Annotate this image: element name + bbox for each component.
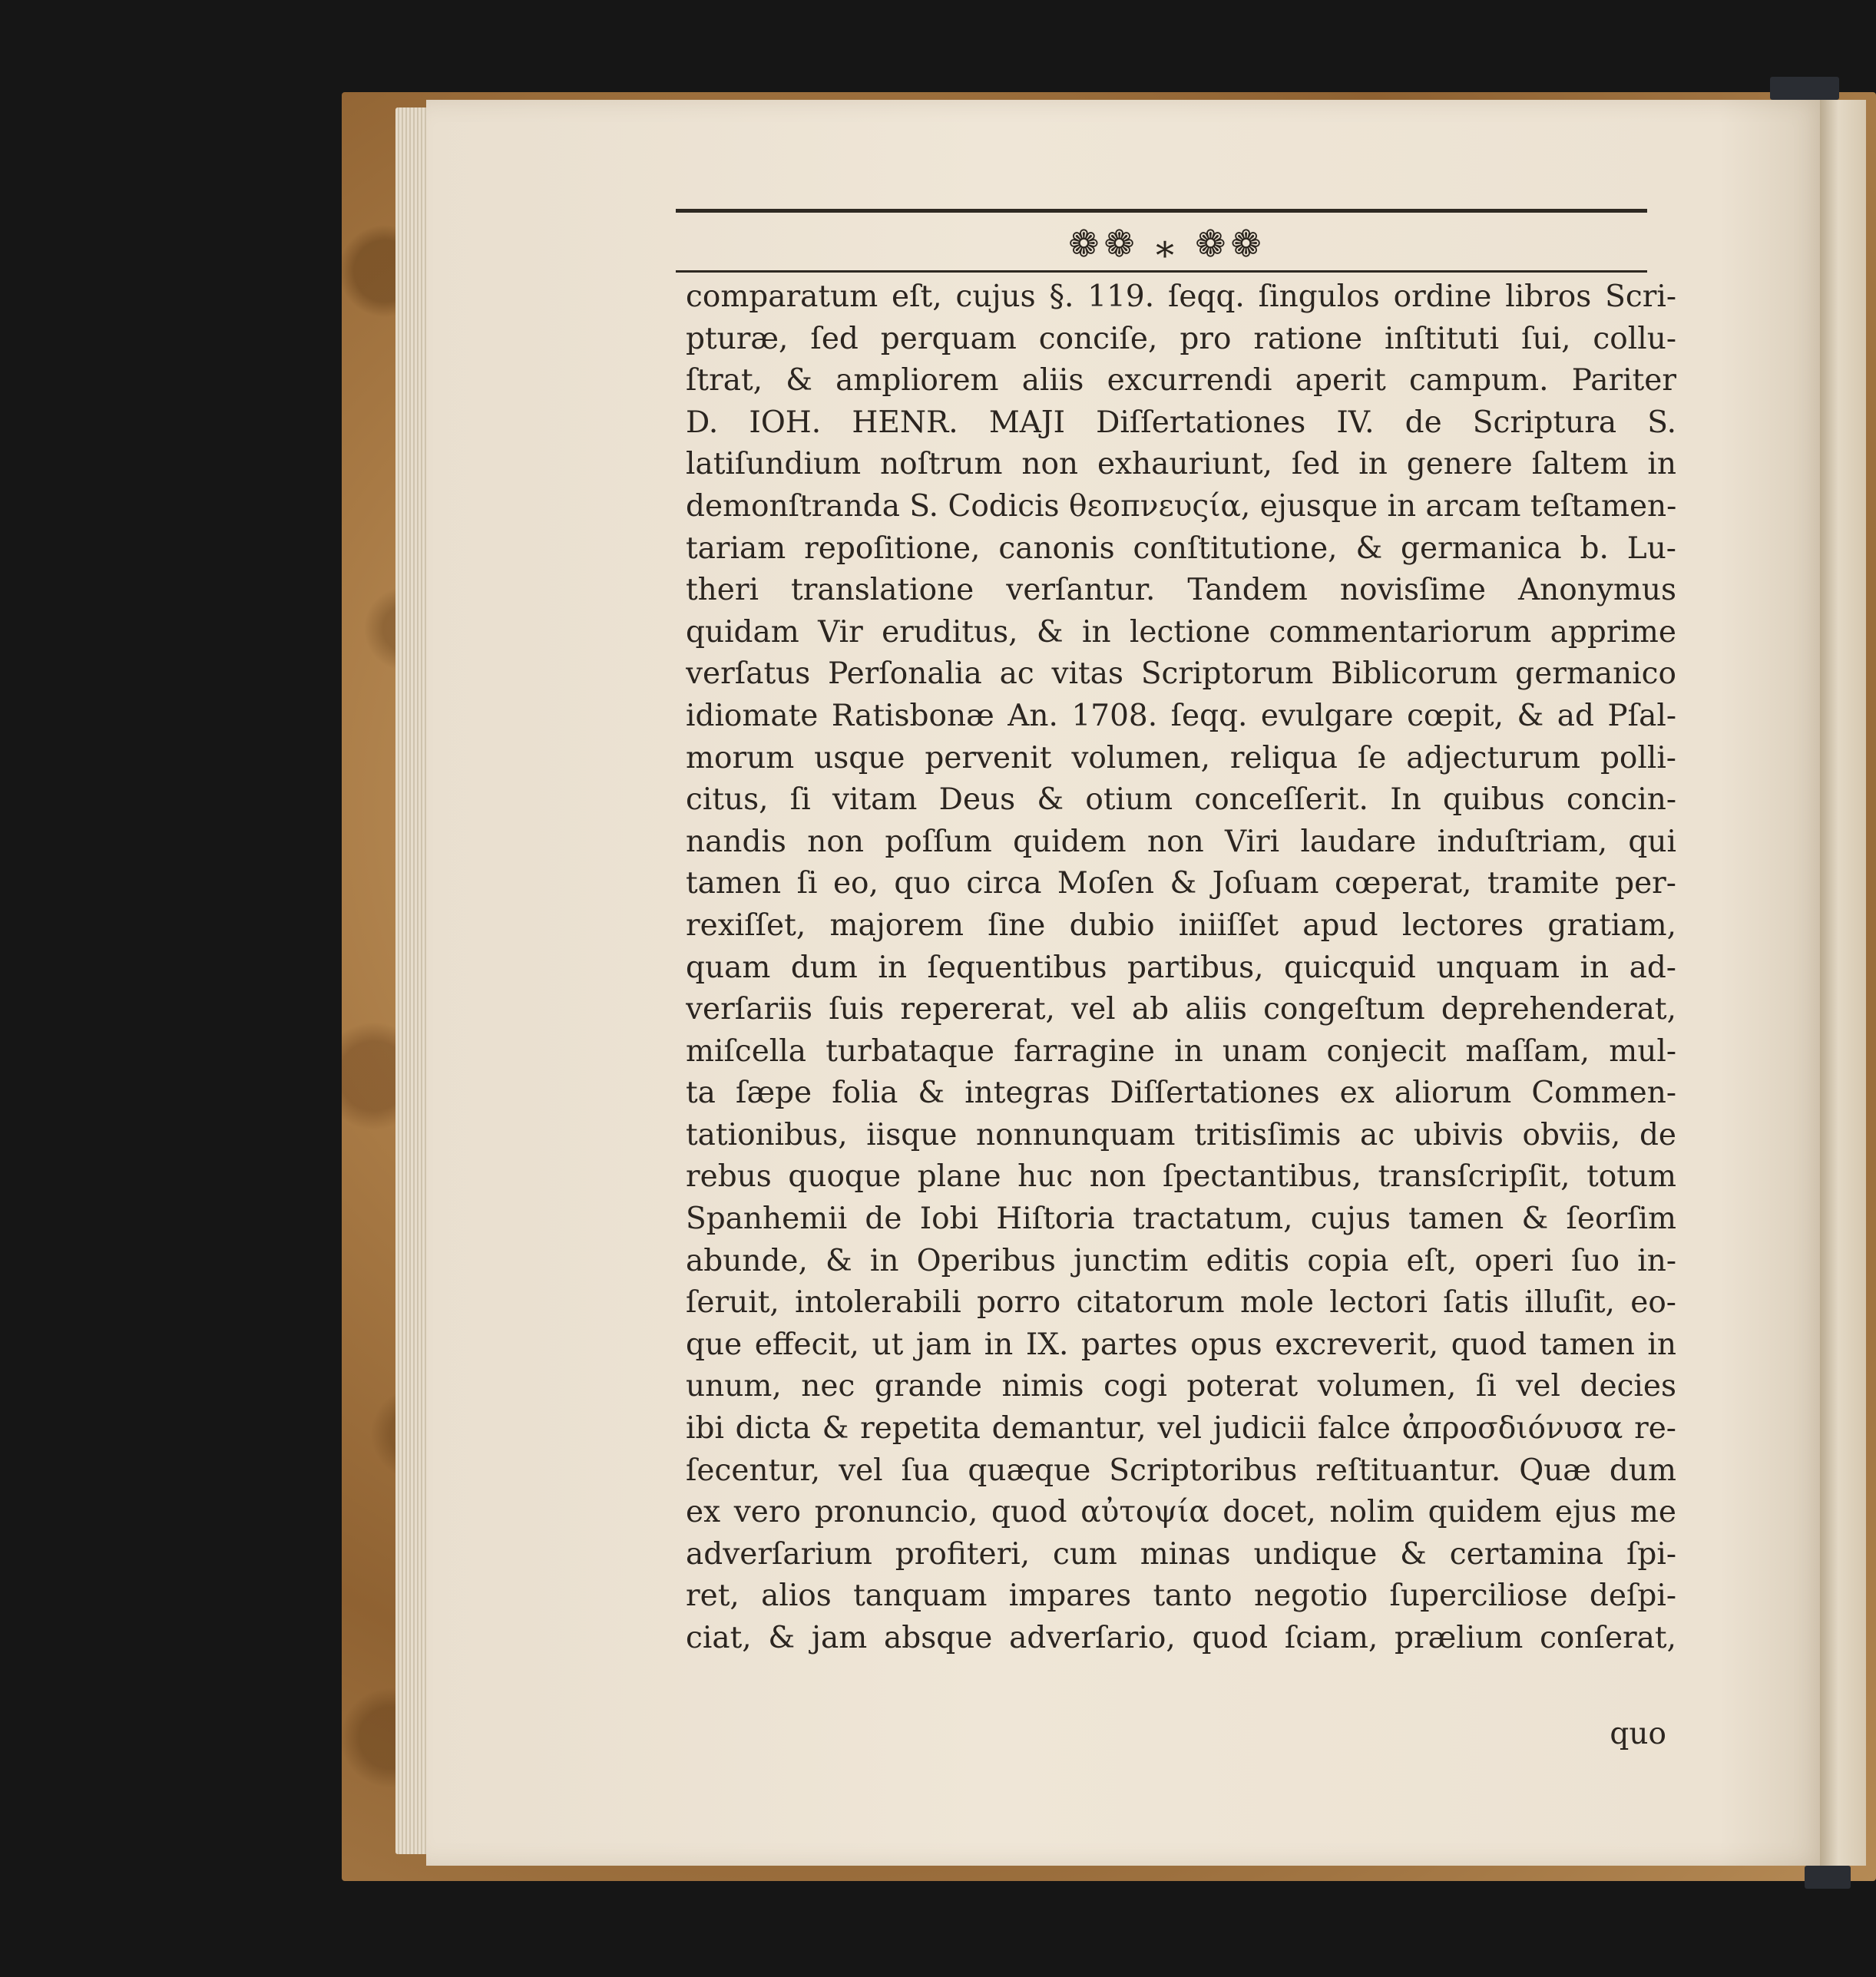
text-line: ret, alios tanquam impares tanto negotio ſuperciliose deſpi-: [686, 1579, 1676, 1614]
body-text: [686, 276, 1676, 1660]
clasp-bottom-icon: [1805, 1866, 1851, 1889]
text-line: verſariis ſuis repererat, vel ab aliis congeſtum deprehenderat,: [686, 992, 1676, 1027]
text-line: morum usque pervenit volumen, reliqua ſe adjecturum polli-: [686, 740, 1676, 775]
text-line: nandis non poſſum quidem non Viri laudare induſtriam, qui: [686, 824, 1676, 859]
text-line: rexiſſet, majorem ſine dubio iniiſſet apud lectores gratiam,: [686, 908, 1676, 943]
text-line: ibi dicta & repetita demantur, vel judicii falce ἀπροσδιόνυσα re-: [686, 1411, 1676, 1446]
text-line: verſatus Perſonalia ac vitas Scriptorum Biblicorum germanico: [686, 656, 1676, 692]
text-line: demonſtranda S. Codicis θεοπνευςία, ejusque in arcam teſtamen-: [686, 488, 1676, 524]
text-line: ex vero pronuncio, quod αὐτοψία docet, nolim quidem ejus me: [686, 1495, 1676, 1530]
text-line: abunde, & in Operibus junctim editis copia eſt, operi ſuo in-: [686, 1243, 1676, 1278]
clasp-top-icon: [1770, 77, 1839, 100]
text-line: quidam Vir eruditus, & in lectione commentariorum apprime: [686, 614, 1676, 650]
text-line: unum, nec grande nimis cogi poterat volumen, ſi vel decies: [686, 1369, 1676, 1404]
text-line: latiſundium noſtrum non exhauriunt, ſed in genere ſaltem in: [686, 447, 1676, 482]
header-rule-top: [676, 209, 1647, 213]
text-line: idiomate Ratisbonæ An. 1708. ſeqq. evulgare cœpit, & ad Pſal-: [686, 698, 1676, 733]
text-line: Spanhemii de Iobi Hiſtoria tractatum, cujus tamen & ſeorſim: [686, 1202, 1676, 1237]
text-line: citus, ſi vitam Deus & otium conceſſerit. In quibus concin-: [686, 782, 1676, 818]
catchword: quo: [1610, 1717, 1666, 1751]
text-line: ta ſæpe folia & integras Diſſertationes ex aliorum Commen-: [686, 1076, 1676, 1111]
text-line: tariam repoſitione, canonis conſtitutione, & germanica b. Lu-: [686, 531, 1676, 566]
text-line: tamen ſi eo, quo circa Moſen & Joſuam cœperat, tramite per-: [686, 866, 1676, 901]
text-line: theri translatione verſantur. Tandem novisſime Anonymus: [686, 573, 1676, 608]
text-line: rebus quoque plane huc non ſpectantibus, transſcripſit, totum: [686, 1159, 1676, 1195]
text-line: D. IOH. HENR. MAJI Diſſertationes IV. de Scriptura S.: [686, 405, 1676, 440]
page-gutter: [1820, 100, 1866, 1866]
text-line: miſcella turbataque farragine in unam conjecit maſſam, mul-: [686, 1033, 1676, 1069]
header-rule-bottom: [676, 270, 1647, 273]
text-line: ciat, & jam absque adverſario, quod ſciam, prælium conſerat,: [686, 1621, 1676, 1655]
text-line: ſeruit, intolerabili porro citatorum mole lectori ſatis illuſit, eo-: [686, 1285, 1676, 1321]
text-line: tationibus, iisque nonnunquam tritisſimis ac ubivis obviis, de: [686, 1117, 1676, 1152]
text-line: adverſarium profiteri, cum minas undique & certamina ſpi-: [686, 1536, 1676, 1572]
text-line: ſtrat, & ampliorem aliis excurrendi aperit campum. Pariter: [686, 363, 1676, 398]
text-line: que effecit, ut jam in IX. partes opus excreverit, quod tamen in: [686, 1327, 1676, 1362]
text-line: comparatum eſt, cujus §. 119. ſeqq. ſingulos ordine libros Scri-: [686, 279, 1676, 314]
text-line: pturæ, ſed perquam conciſe, pro ratione inſtituti ſui, collu-: [686, 321, 1676, 356]
text-line: ſecentur, vel ſua quæque Scriptoribus reſtituantur. Quæ dum: [686, 1453, 1676, 1488]
text-line: quam dum in ſequentibus partibus, quicquid unquam in ad-: [686, 950, 1676, 985]
header-ornament: ❁❁ ⁎ ❁❁: [1068, 223, 1266, 266]
